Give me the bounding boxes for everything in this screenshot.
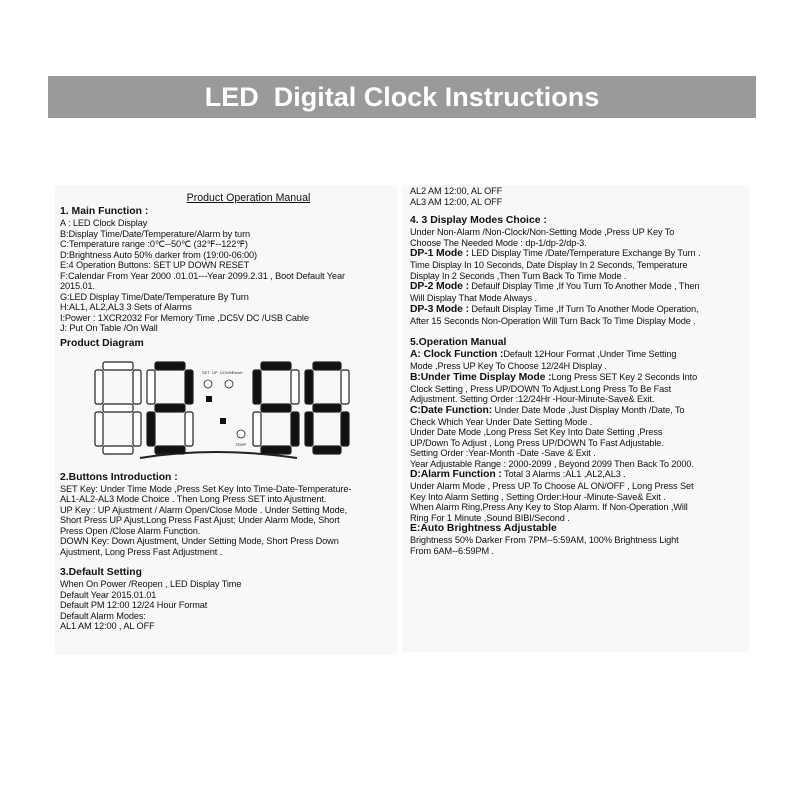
main-function-line: E:4 Operation Buttons: SET UP DOWN RESET (60, 260, 250, 270)
temp-label: TEMP (235, 441, 247, 447)
default-setting-line: Default Year 2015.01.01 (60, 589, 157, 600)
clock-function (410, 349, 749, 361)
display-modes-intro-line: Under Non-Alarm /Non-Clock/Non-Setting Mode ,Press UP Key To (410, 227, 675, 237)
product-diagram (65, 354, 355, 466)
dp3-mode (410, 304, 749, 316)
display-modes-intro-line: Choose The Needed Mode : dp-1/dp-2/dp-3. (410, 237, 587, 248)
right-manual-page (402, 185, 749, 652)
time-display-mode-label: B:Under Time Display Mode : (410, 371, 552, 383)
button-label-set: SET (202, 369, 210, 375)
date-function-text: Under Date Mode ,Just Display Month /Date, To (492, 404, 685, 415)
main-function-list (60, 218, 397, 334)
manual-title-row (60, 188, 397, 206)
colon-dot-bottom (220, 418, 226, 424)
default-setting-line: When On Power /Reopen , LED Display Time (60, 579, 242, 589)
default-setting-line: AL1 AM 12:00 , AL OFF (60, 621, 155, 631)
auto-brightness-line: Brightness 50% Darker From 7PM--5:59AM, 100% Brightness Light (410, 535, 679, 545)
dp1-line: Time Display In 10 Seconds, Date Display In 2 Seconds, Temperature (410, 260, 688, 270)
alarm-function-line: Under Alarm Mode , Press UP To Choose AL ON/OFF , Long Press Set (410, 481, 694, 491)
dp3-line: After 15 Seconds Non-Operation Will Turn Back To Time Display Mode . (410, 315, 696, 326)
clock-function-text: Default 12Hour Format ,Under Time Setting (503, 349, 677, 359)
digit-5 (253, 362, 299, 454)
dp2-text: Defaulf Display Time ,If You Turn To Another Mode , Then (468, 281, 700, 291)
buttons-intro-line: AL1-AL2-AL3 Mode Choice . Then Long Press SET into Ajustment. (60, 494, 327, 504)
time-display-mode-line: Adjustment. Setting Order :12/24Hr -Hour-Minute-Save& Exit. (410, 394, 655, 404)
alarm-default-line: AL3 AM 12:00, AL OFF (410, 196, 503, 207)
buttons-intro-line: Short Press UP Ajust,Long Press Fast Ajust; Under Alarm Mode, Short (60, 515, 340, 525)
date-function (410, 405, 749, 417)
button-label-up: UP (212, 369, 218, 375)
dp1-label: DP-1 Mode : (410, 248, 469, 259)
alarm-default-line: AL2 AM 12:00, AL OFF (410, 186, 503, 196)
main-function-line: H:AL1, AL2,AL3 3 Sets of Alarms (60, 302, 192, 312)
main-function-line: C:Temperature range :0℃--50℃ (32℉--122℉) (60, 239, 248, 249)
date-function-line: Check Which Year Under Date Setting Mode . (410, 416, 593, 427)
date-function-line: Under Date Mode ,Long Press Set Key Into Date Setting ,Press (410, 427, 663, 437)
display-modes-heading: 4. 3 Display Modes Choice : (410, 215, 547, 226)
clock-function-label: A: Clock Function : (410, 349, 504, 360)
default-setting-line: Default Alarm Modes: (60, 610, 146, 621)
alarm-function-line: Key Into Alarm Setting , Setting Order:Hour -Minute-Save& Exit . (410, 491, 666, 502)
alarm-function (410, 469, 749, 481)
digit-1-unlit (95, 362, 141, 454)
dp1-mode (410, 248, 749, 260)
main-function-line: A : LED Clock Display (60, 218, 148, 228)
main-function-line: D:Brightness Auto 50% darker from (19:00-06:00) (60, 249, 258, 260)
dp3-text: Default Display Time ,If Turn To Another Mode Operation, (468, 303, 699, 314)
time-display-mode (410, 372, 749, 384)
dp2-mode (410, 281, 749, 293)
page-title: LED Digital Clock Instructions (48, 76, 756, 118)
default-setting-heading: 3.Default Setting (60, 567, 142, 578)
dp1-text: LED Display Time /Date/Temperature Exchange By Turn . (468, 248, 701, 258)
buttons-intro-list (60, 484, 397, 558)
alarm-function-label: D:Alarm Function : (410, 469, 502, 480)
date-function-line: Setting Order :Year-Month -Date -Save & Exit . (410, 448, 596, 458)
colon-dot-top (206, 396, 212, 402)
time-display-mode-line: Clock Setting , Press UP/DOWN To Adjust.Long Press To Be Fast (410, 383, 672, 394)
alarm-function-text: Total 3 Alarms :AL1 ,AL2,AL3 . (501, 469, 626, 479)
manual-title: Product Operation Manual (186, 192, 311, 204)
left-manual-page (55, 185, 397, 655)
alarm-function-line: Ring For 1 Minute ,Sound BIBI/Second . (410, 512, 570, 523)
clock-function-line: Mode ,Press UP Key To Choose 12/24H Display . (410, 361, 607, 371)
alarm-function-line: When Alarm Ring,Press Any Key to Stop Alarm. If Non-Operation ,Will (410, 502, 688, 512)
control-buttons (204, 380, 245, 438)
main-function-line: 2015.01. (60, 281, 95, 291)
product-diagram-heading: Product Diagram (60, 337, 144, 349)
date-function-label: C:Date Function: (410, 404, 493, 416)
time-display-mode-text: Long Press SET Key 2 Seconds Into (551, 371, 698, 382)
auto-brightness-line: From 6AM--6:59PM . (410, 545, 494, 556)
default-setting-line: Default PM 12:00 12/24 Hour Format (60, 600, 208, 610)
digit-6 (305, 362, 349, 454)
date-function-line: UP/Down To Adjust , Long Press UP/DOWN To Fast Adjustable. (410, 437, 664, 448)
buttons-intro-line: Ajustment, Long Press Fast Adjustment . (60, 546, 223, 557)
main-function-line: B:Display Time/Date/Temperature/Alarm by turn (60, 228, 251, 239)
date-function-line: Year Adjustable Range : 2000-2099 , Beyond 2099 Then Back To 2000. (410, 458, 694, 469)
dp3-label: DP-3 Mode : (410, 303, 469, 315)
buttons-intro-line: DOWN Key: Down Ajustment, Under Setting Mode, Short Press Down (60, 536, 339, 546)
default-setting-list (60, 579, 397, 632)
digit-2 (147, 362, 193, 454)
dp2-label: DP-2 Mode : (410, 281, 469, 292)
buttons-intro-line: SET Key: Under Time Mode ,Press Set Key Into Time-Date-Temperature- (60, 483, 352, 494)
buttons-intro-heading: 2.Buttons Introduction : (60, 471, 178, 483)
main-function-line: G:LED Display Time/Date/Temperature By Turn (60, 291, 249, 302)
buttons-intro-line: Press Open /Close Alarm Function. (60, 525, 201, 536)
button-label-reset: Reset (232, 369, 243, 375)
auto-brightness-label: E:Auto Brightness Adjustable (410, 523, 557, 534)
dp2-line: Will Display That Mode Always . (410, 293, 537, 303)
main-function-line: I:Power : 1XCR2032 For Memory Time ,DC5V DC /USB Cable (60, 312, 309, 323)
main-function-line: J: Put On Table /On Wall (60, 323, 158, 333)
buttons-intro-line: UP Key : UP Ajustment / Alarm Open/Close Mode . Under Setting Mode, (60, 504, 348, 515)
main-function-heading: 1. Main Function : (60, 206, 149, 217)
button-label-down: DOWN (220, 369, 233, 375)
operation-manual-heading: 5.Operation Manual (410, 337, 507, 348)
clock-illustration (65, 354, 355, 466)
main-function-line: F:Calendar From Year 2000 .01.01---Year 2099.2.31 , Boot Default Year (60, 270, 345, 281)
dp1-line: Display In 2 Seconds ,Then Turn Back To Time Mode . (410, 270, 627, 281)
